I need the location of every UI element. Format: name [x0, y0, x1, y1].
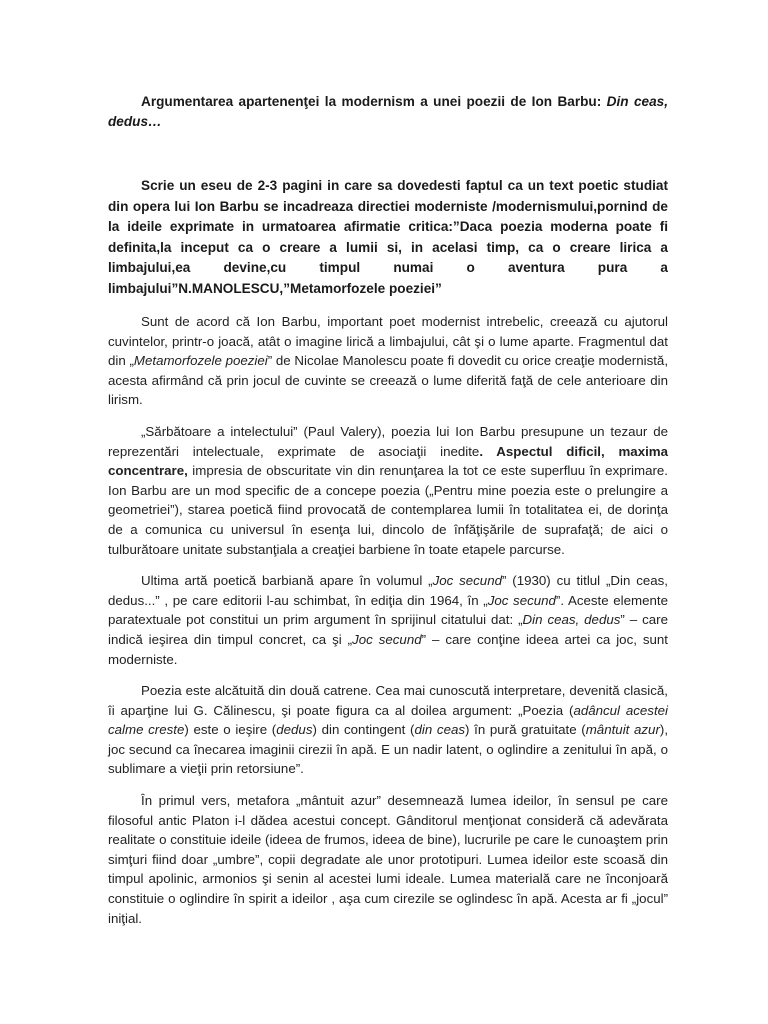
essay-task: Scrie un eseu de 2-3 pagini in care sa dovedesti faptul ca un text poetic studiat din opera lui Ion Barbu se incadreaza directiei moderniste /modernismului,pornind de la ideile exprimate in urmatoarea afirmatie critica:”Daca poezia moderna poate fi definita,la inceput ca o creare a lumii si, in acelasi timp, ca o creare lirica a limbajului,ea devine,cu timpul numai o aventura pura a limbajului”N.MANOLESCU,”Metamorfozele poeziei”: [108, 178, 668, 296]
paragraph-1-text-a: Sunt de acord că Ion Barbu, important poet modernist intrebelic, creează cu ajutorul cuvintelor, printr-o joacă, atât o imagine lirică a limbajului, cât şi o lume aparte. Fragmentul dat din „: [108, 314, 668, 369]
paragraph-3-text-e: ”. Aceste elemente paratextuale pot constitui un prim argument în sprijinul citatului dat: „: [108, 592, 668, 628]
essay-title-text: Argumentarea apartenenţei la modernism a unei poezii de Ion Barbu:: [141, 94, 607, 109]
paragraph-4-italic-h: mântuit azur: [585, 722, 660, 738]
paragraph-3-italic-f: Din ceas, dedus: [522, 612, 621, 628]
paragraph-2: [108, 422, 668, 559]
paragraph-3-text-a: Ultima artă poetică barbiană apare în volumul „: [141, 573, 433, 589]
paragraph-4-italic-d: dedus: [276, 722, 313, 738]
paragraph-1-italic: Metamorfozele poeziei: [133, 353, 268, 369]
paragraph-4: [108, 681, 668, 779]
essay-body: [108, 312, 668, 940]
paragraph-3: [108, 571, 668, 669]
paragraph-3-text-c: ” (1930) cu titlul „Din ceas, dedus...” , pe care editorii l-au schimbat, în ediţia din 1964, în „: [108, 573, 668, 608]
paragraph-1: [108, 312, 668, 410]
paragraph-3-italic-h: Joc secund: [352, 631, 422, 647]
paragraph-5: În primul vers, metafora „mântuit azur” desemnează lumea ideilor, în sensul pe care filosoful antic Platon i-l dădea acestui concept. Gânditorul menţionat consideră că adevărata realitate o constituie ideile (ideea de frumos, ideea de bine), lucrurile pe care le cunoaştem prin simţuri fiind doar „umbre”, copii degradate ale unor prototipuri. Lumea ideilor este scoasă din timpul apolinic, armonios şi senin al acestei lumi ideale. Lumea materială care ne înconjoară constituie o oglindire în spirit a ideilor , aşa cum cirezile se oglindesc în apă. Acesta ar fi „jocul” iniţial.: [108, 793, 668, 926]
paragraph-4-italic-b: adâncul acestei calme creste: [108, 702, 668, 738]
essay-title: [108, 92, 668, 132]
paragraph-2-text-a: „Sărbătoare a intelectului” (Paul Valery), poezia lui Ion Barbu presupune un tezaur de reprezentări intelectuale, exprimate de asociaţii inedite: [108, 423, 668, 459]
paragraph-2-bold: . Aspectul dificil, maxima concentrare,: [108, 443, 669, 479]
paragraph-4-italic-f: din ceas: [414, 722, 466, 738]
paragraph-2-text-c: impresia de obscuritate vin din renunţarea la tot ce este superfluu în exprimare. Ion Barbu are un mod specific de a concepe poezia („Pentru mine poezia este o prelungire a geometriei”), starea poetică fiind provocată de contemplarea lumii în totalitatea ei, de dorinţa de a comunica cu universul în esenţa lui, dincolo de înfăţişările de suprafaţă; de aici o tulburătoare unitate substanţiala a creaţiei barbiene în toate etapele parcurse.: [108, 463, 668, 557]
paragraph-4-text-a: Poezia este alcătuită din două catrene. Cea mai cunoscută interpretare, devenită clasică, îi aparţine lui G. Călinescu, şi poate figura ca al doilea argument: „Poezia (: [108, 683, 668, 718]
paragraph-3-text-g: ” – care indică ieşirea din timpul concret, ca şi „: [108, 612, 668, 647]
paragraph-4-text-i: ), joc secund ca înecarea imaginii cirezii în apă. E un nadir latent, o oglindire a zenitului în apă, o sublimare a vieţii prin retorsiune”.: [108, 722, 669, 777]
paragraph-3-italic-b: Joc secund: [432, 573, 502, 589]
paragraph-1-text-c: ” de Nicolae Manolescu poate fi dovedit cu orice creaţie modernistă, acesta afirmând că prin jocul de cuvinte se creează o lume diferită faţă de cele anterioare din lirism.: [108, 353, 669, 408]
paragraph-3-text-i: ” – care conţine ideea artei ca joc, sunt moderniste.: [108, 631, 669, 667]
essay-title-poem: Din ceas, dedus…: [108, 94, 668, 129]
paragraph-4-text-c: ) este o ieşire (: [184, 722, 277, 738]
paragraph-4-text-g: ) în pură gratuitate (: [465, 722, 586, 738]
paragraph-3-italic-d: Joc secund: [487, 592, 556, 608]
paragraph-4-text-e: ) din contingent (: [312, 722, 415, 738]
